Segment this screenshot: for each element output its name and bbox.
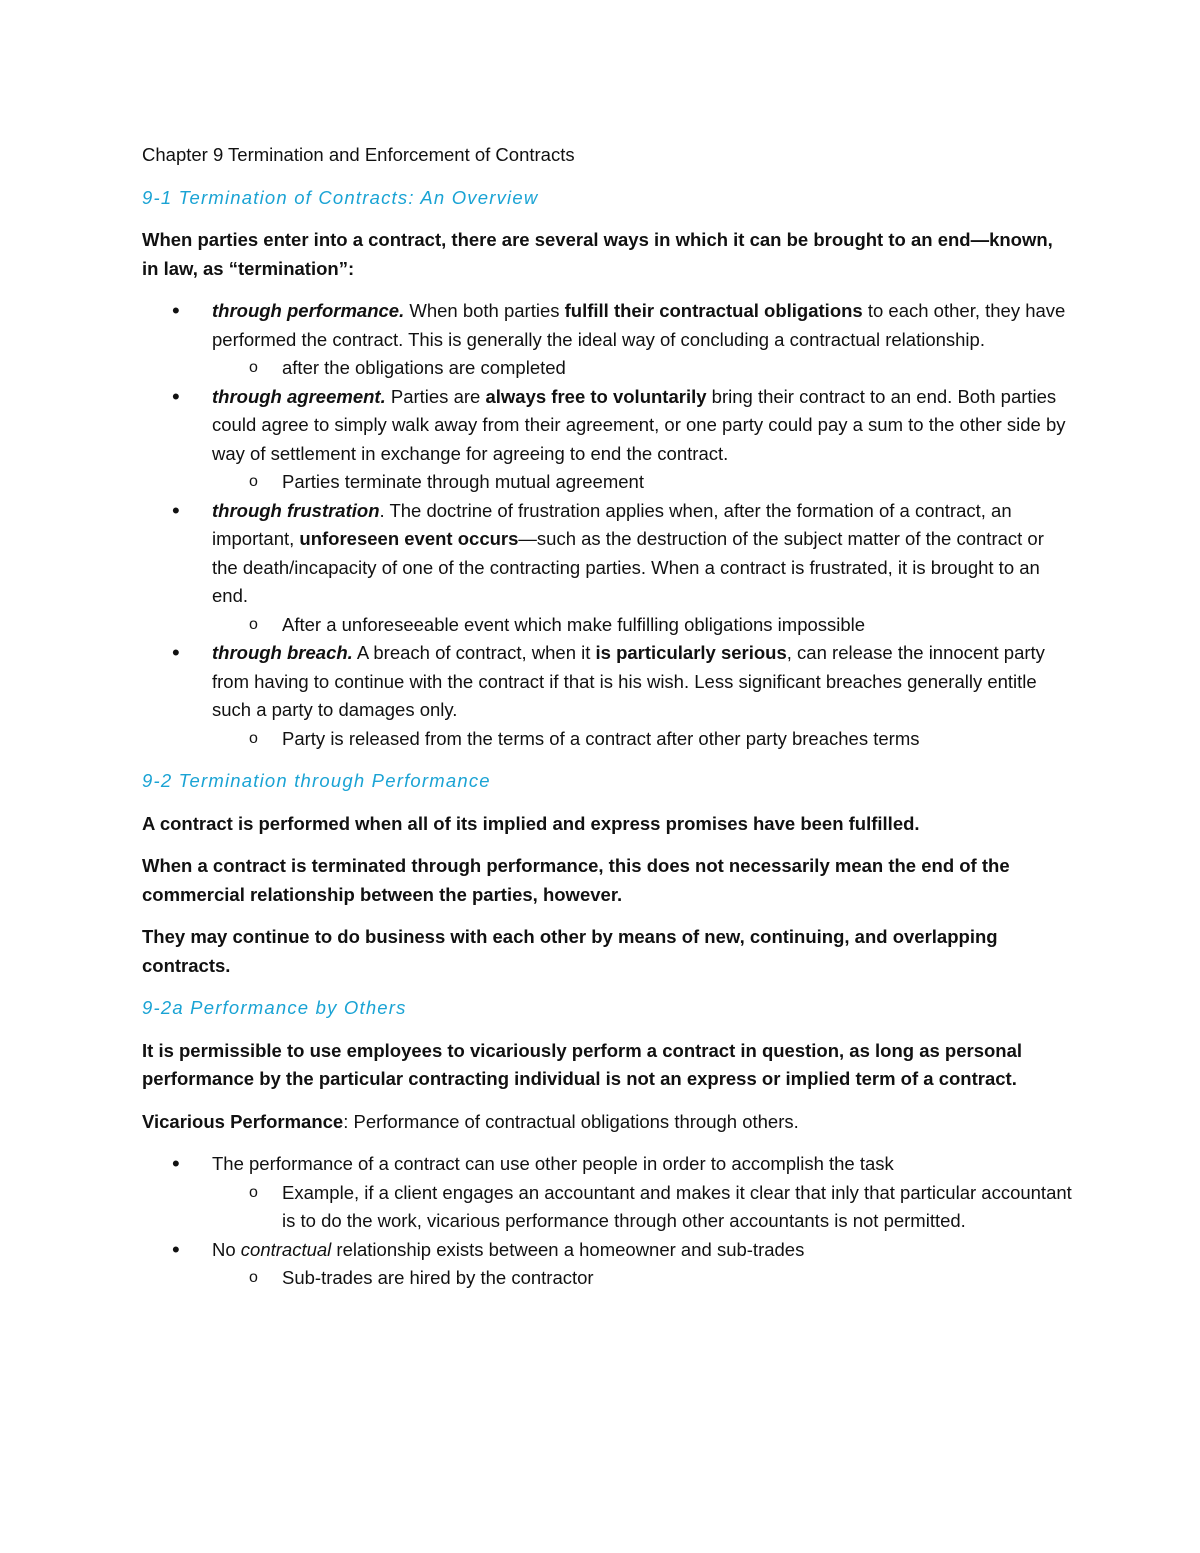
item-text: bring their contract to an end. Both parties could agree to simply walk away from their agreement, or one party could pay a sum to the other side by way of settlement in exchange for agreeing to end the contract.: [212, 385, 1066, 464]
definition-text: : Performance of contractual obligations through others.: [343, 1110, 799, 1132]
sub-list: [212, 725, 1072, 754]
item-emphasis: always free to voluntarily: [485, 385, 707, 407]
item-text: . The doctrine of frustration applies when, after the formation of a contract, an important,: [212, 499, 1012, 549]
definition-term: Vicarious Performance: [142, 1110, 344, 1132]
sub-list-item: o Party is released from the terms of a contract after other party breaches terms: [212, 725, 1072, 754]
sub-list-item: o After a unforeseeable event which make fulfilling obligations impossible: [212, 611, 1072, 640]
item-term: through agreement.: [212, 385, 386, 407]
item-text: —such as the destruction of the subject matter of the contract or the death/incapacity of one of the contracting parties. When a contract is frustrated, it is brought to an end.: [212, 528, 1044, 606]
sub-list: [212, 1264, 1072, 1293]
item-emphasis: unforeseen event occurs: [299, 528, 519, 549]
item-text: The performance of a contract can use other people in order to accomplish the task: [212, 1153, 894, 1174]
definition: [142, 1108, 1072, 1137]
paragraph: When a contract is terminated through performance, this does not necessarily mean the end of the commercial relationship between the parties, however.: [142, 855, 1010, 905]
paragraph: It is permissible to use employees to vicariously perform a contract in question, as long as personal performance by the particular contracting individual is not an express or implied term of a contract.: [142, 1039, 1023, 1089]
item-text: No: [212, 1238, 241, 1260]
sub-list: [212, 468, 1072, 497]
document-body: [142, 141, 1072, 1293]
sub-list-item: o after the obligations are completed: [212, 354, 1072, 383]
termination-methods-list: [142, 297, 1072, 753]
list-item: [142, 297, 1072, 383]
section-intro: When parties enter into a contract, there are several ways in which it can be brought to an end—known, in law, as “termination”:: [142, 229, 1053, 279]
sub-list: [212, 1179, 1072, 1236]
item-emphasis: is particularly serious: [595, 642, 787, 663]
item-term: through frustration: [212, 499, 380, 521]
sub-list-item: o Parties terminate through mutual agreement: [212, 468, 1072, 497]
paragraph: A contract is performed when all of its implied and express promises have been fulfilled.: [142, 812, 920, 834]
section-heading-9-1: 9-1 Termination of Contracts: An Overview: [142, 186, 539, 208]
list-item: [142, 497, 1072, 640]
list-item: [142, 1150, 1072, 1236]
item-text: to each other, they have performed the contract. This is generally the ideal way of concluding a contractual relationship.: [212, 300, 1066, 350]
document-title: Chapter 9 Termination and Enforcement of Contracts: [142, 144, 575, 165]
item-term: through performance.: [212, 300, 405, 321]
item-term: through breach.: [212, 642, 353, 663]
list-item: [142, 639, 1072, 753]
vicarious-performance-list: [142, 1150, 1072, 1293]
sub-list-item: o Sub-trades are hired by the contractor: [212, 1264, 1072, 1293]
sub-list-item: o Example, if a client engages an accountant and makes it clear that inly that particular accountant is to do the work, vicarious performance through other accountants is not permitted.: [212, 1179, 1072, 1236]
item-text: relationship exists between a homeowner and sub-trades: [331, 1238, 805, 1260]
list-item: [142, 1236, 1072, 1293]
item-emphasis: contractual: [240, 1238, 332, 1260]
sub-list: [212, 354, 1072, 383]
section-heading-9-2a: 9-2a Performance by Others: [142, 997, 407, 1018]
sub-list: [212, 611, 1072, 640]
item-text: , can release the innocent party from having to continue with the contract if that is his wish. Less significant breaches generally entitle such a party to damages only.: [212, 642, 1045, 720]
item-text: When both parties: [404, 300, 565, 321]
item-text: Parties are: [385, 385, 486, 407]
list-item: [142, 383, 1072, 497]
paragraph: They may continue to do business with each other by means of new, continuing, and overlapping contracts.: [142, 926, 998, 976]
item-text: A breach of contract, when it: [352, 642, 596, 663]
item-emphasis: fulfill their contractual obligations: [564, 300, 863, 321]
section-heading-9-2: 9-2 Termination through Performance: [142, 770, 491, 791]
